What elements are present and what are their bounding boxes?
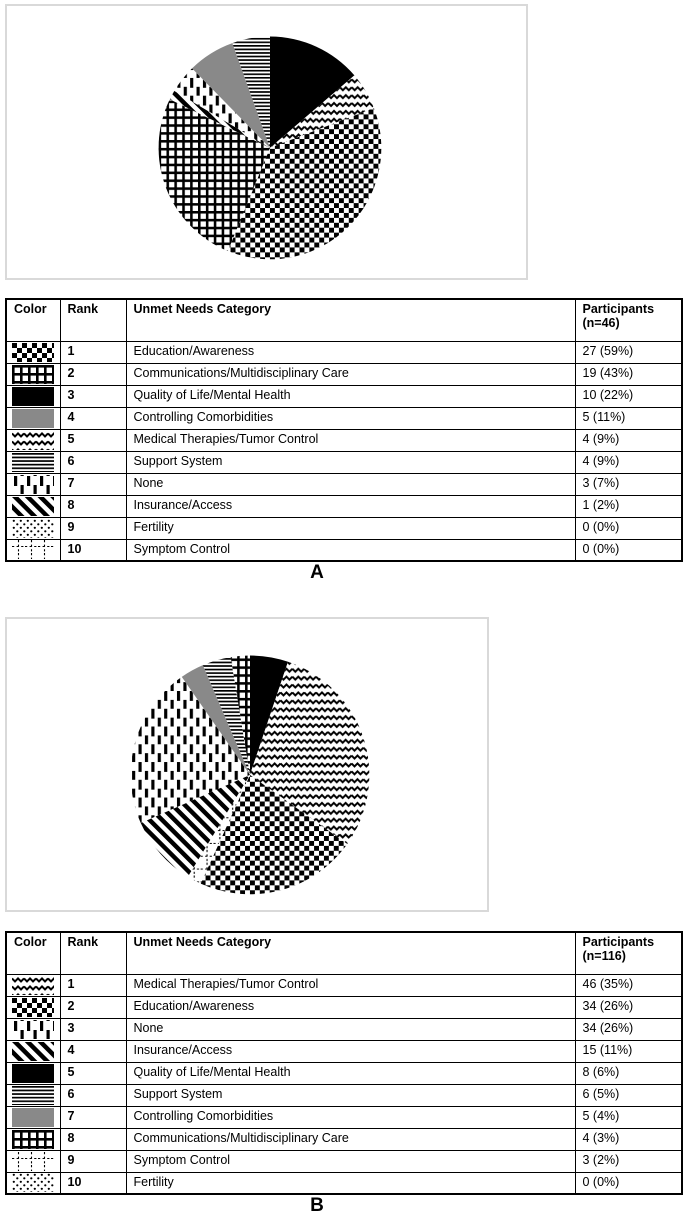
pattern-swatch-vdash <box>12 475 54 494</box>
table-header-row <box>6 932 682 974</box>
category-cell: Support System <box>126 451 575 473</box>
pattern-swatch-hlines <box>12 1086 54 1105</box>
participants-cell: 6 (5%) <box>575 1084 682 1106</box>
color-swatch-cell <box>6 429 60 451</box>
pie-chart-box-a <box>5 4 528 280</box>
column-header-rank: Rank <box>60 932 126 974</box>
rank-cell: 7 <box>60 473 126 495</box>
pie-chart-box-b <box>5 617 489 912</box>
legend-table-a <box>5 298 683 562</box>
category-cell: Fertility <box>126 517 575 539</box>
panel-label-b: B <box>310 1195 324 1216</box>
category-cell: Controlling Comorbidities <box>126 1106 575 1128</box>
rank-cell: 5 <box>60 1062 126 1084</box>
table-row-medical-therapies-tumor-control <box>6 974 682 996</box>
color-swatch-cell <box>6 451 60 473</box>
column-header-participants <box>575 932 682 974</box>
color-swatch-cell <box>6 1084 60 1106</box>
category-cell: Quality of Life/Mental Health <box>126 385 575 407</box>
participants-cell: 4 (9%) <box>575 429 682 451</box>
category-cell: Insurance/Access <box>126 1040 575 1062</box>
pattern-swatch-dashgrid <box>12 1152 54 1171</box>
category-cell: Medical Therapies/Tumor Control <box>126 429 575 451</box>
pattern-swatch-checker <box>12 343 54 362</box>
table-row-education-awareness <box>6 996 682 1018</box>
pattern-swatch-dots <box>12 1173 54 1192</box>
table-row-insurance-access <box>6 1040 682 1062</box>
column-header-color: Color <box>6 932 60 974</box>
table-row-quality-of-life-mental-health <box>6 385 682 407</box>
color-swatch-cell <box>6 1040 60 1062</box>
rank-cell: 8 <box>60 495 126 517</box>
category-cell: Symptom Control <box>126 539 575 561</box>
category-cell: Education/Awareness <box>126 341 575 363</box>
participants-cell: 5 (4%) <box>575 1106 682 1128</box>
table-row-quality-of-life-mental-health <box>6 1062 682 1084</box>
pattern-swatch-hlines <box>12 453 54 472</box>
color-swatch-cell <box>6 517 60 539</box>
category-cell: Education/Awareness <box>126 996 575 1018</box>
pattern-swatch-grid <box>12 1130 54 1149</box>
category-cell: Controlling Comorbidities <box>126 407 575 429</box>
table-row-communications-multidisciplinary-care <box>6 1128 682 1150</box>
participants-cell: 4 (9%) <box>575 451 682 473</box>
pattern-swatch-vdash <box>12 1020 54 1039</box>
color-swatch-cell <box>6 385 60 407</box>
participants-n-label: (n=46) <box>582 315 620 330</box>
participants-header-label: Participants <box>582 302 655 316</box>
rank-cell: 1 <box>60 974 126 996</box>
pattern-swatch-wave <box>12 976 54 995</box>
category-cell: Symptom Control <box>126 1150 575 1172</box>
rank-cell: 9 <box>60 1150 126 1172</box>
category-cell: Medical Therapies/Tumor Control <box>126 974 575 996</box>
category-cell: Support System <box>126 1084 575 1106</box>
rank-cell: 1 <box>60 341 126 363</box>
table-row-none <box>6 1018 682 1040</box>
rank-cell: 3 <box>60 1018 126 1040</box>
color-swatch-cell <box>6 1062 60 1084</box>
category-cell: Fertility <box>126 1172 575 1194</box>
participants-cell: 19 (43%) <box>575 363 682 385</box>
color-swatch-cell <box>6 407 60 429</box>
column-header-participants <box>575 299 682 341</box>
table-row-controlling-comorbidities <box>6 407 682 429</box>
pattern-swatch-solid-black <box>12 1064 54 1083</box>
participants-cell: 0 (0%) <box>575 1172 682 1194</box>
column-header-rank: Rank <box>60 299 126 341</box>
rank-cell: 4 <box>60 407 126 429</box>
pattern-swatch-dashgrid <box>12 540 54 559</box>
table-row-symptom-control <box>6 539 682 561</box>
pattern-swatch-diagonal <box>12 497 54 516</box>
participants-header-label: Participants <box>582 935 655 949</box>
column-header-color: Color <box>6 299 60 341</box>
table-row-symptom-control <box>6 1150 682 1172</box>
pattern-swatch-diagonal <box>12 1042 54 1061</box>
color-swatch-cell <box>6 1172 60 1194</box>
pattern-swatch-solid-black <box>12 387 54 406</box>
rank-cell: 2 <box>60 996 126 1018</box>
category-cell: None <box>126 473 575 495</box>
rank-cell: 6 <box>60 451 126 473</box>
table-row-fertility <box>6 1172 682 1194</box>
participants-cell: 4 (3%) <box>575 1128 682 1150</box>
participants-cell: 8 (6%) <box>575 1062 682 1084</box>
table-row-controlling-comorbidities <box>6 1106 682 1128</box>
participants-cell: 34 (26%) <box>575 996 682 1018</box>
participants-n-label: (n=116) <box>582 948 626 963</box>
participants-cell: 0 (0%) <box>575 539 682 561</box>
column-header-category: Unmet Needs Category <box>126 299 575 341</box>
color-swatch-cell <box>6 495 60 517</box>
color-swatch-cell <box>6 473 60 495</box>
pie-chart-b <box>7 619 487 910</box>
pattern-swatch-grid <box>12 365 54 384</box>
pattern-swatch-solid-gray <box>12 409 54 428</box>
color-swatch-cell <box>6 1150 60 1172</box>
color-swatch-cell <box>6 341 60 363</box>
color-swatch-cell <box>6 539 60 561</box>
rank-cell: 5 <box>60 429 126 451</box>
category-cell: Insurance/Access <box>126 495 575 517</box>
panel-label-a: A <box>310 562 324 583</box>
category-cell: Communications/Multidisciplinary Care <box>126 363 575 385</box>
rank-cell: 2 <box>60 363 126 385</box>
participants-cell: 46 (35%) <box>575 974 682 996</box>
table-row-medical-therapies-tumor-control <box>6 429 682 451</box>
category-cell: None <box>126 1018 575 1040</box>
rank-cell: 3 <box>60 385 126 407</box>
legend-table-b <box>5 931 683 1195</box>
rank-cell: 8 <box>60 1128 126 1150</box>
rank-cell: 10 <box>60 539 126 561</box>
table-row-communications-multidisciplinary-care <box>6 363 682 385</box>
color-swatch-cell <box>6 974 60 996</box>
participants-cell: 10 (22%) <box>575 385 682 407</box>
color-swatch-cell <box>6 1018 60 1040</box>
color-swatch-cell <box>6 1128 60 1150</box>
rank-cell: 6 <box>60 1084 126 1106</box>
participants-cell: 3 (2%) <box>575 1150 682 1172</box>
participants-cell: 15 (11%) <box>575 1040 682 1062</box>
table-row-fertility <box>6 517 682 539</box>
table-row-none <box>6 473 682 495</box>
color-swatch-cell <box>6 996 60 1018</box>
table-row-support-system <box>6 451 682 473</box>
rank-cell: 10 <box>60 1172 126 1194</box>
table-row-education-awareness <box>6 341 682 363</box>
participants-cell: 34 (26%) <box>575 1018 682 1040</box>
participants-cell: 1 (2%) <box>575 495 682 517</box>
table-header-row <box>6 299 682 341</box>
rank-cell: 9 <box>60 517 126 539</box>
category-cell: Communications/Multidisciplinary Care <box>126 1128 575 1150</box>
pie-chart-a <box>7 6 526 278</box>
rank-cell: 7 <box>60 1106 126 1128</box>
color-swatch-cell <box>6 1106 60 1128</box>
pattern-swatch-dots <box>12 519 54 538</box>
pattern-swatch-checker <box>12 998 54 1017</box>
table-row-support-system <box>6 1084 682 1106</box>
color-swatch-cell <box>6 363 60 385</box>
pattern-swatch-solid-gray <box>12 1108 54 1127</box>
table-row-insurance-access <box>6 495 682 517</box>
category-cell: Quality of Life/Mental Health <box>126 1062 575 1084</box>
participants-cell: 3 (7%) <box>575 473 682 495</box>
pattern-swatch-wave <box>12 431 54 450</box>
rank-cell: 4 <box>60 1040 126 1062</box>
participants-cell: 0 (0%) <box>575 517 682 539</box>
participants-cell: 5 (11%) <box>575 407 682 429</box>
participants-cell: 27 (59%) <box>575 341 682 363</box>
column-header-category: Unmet Needs Category <box>126 932 575 974</box>
